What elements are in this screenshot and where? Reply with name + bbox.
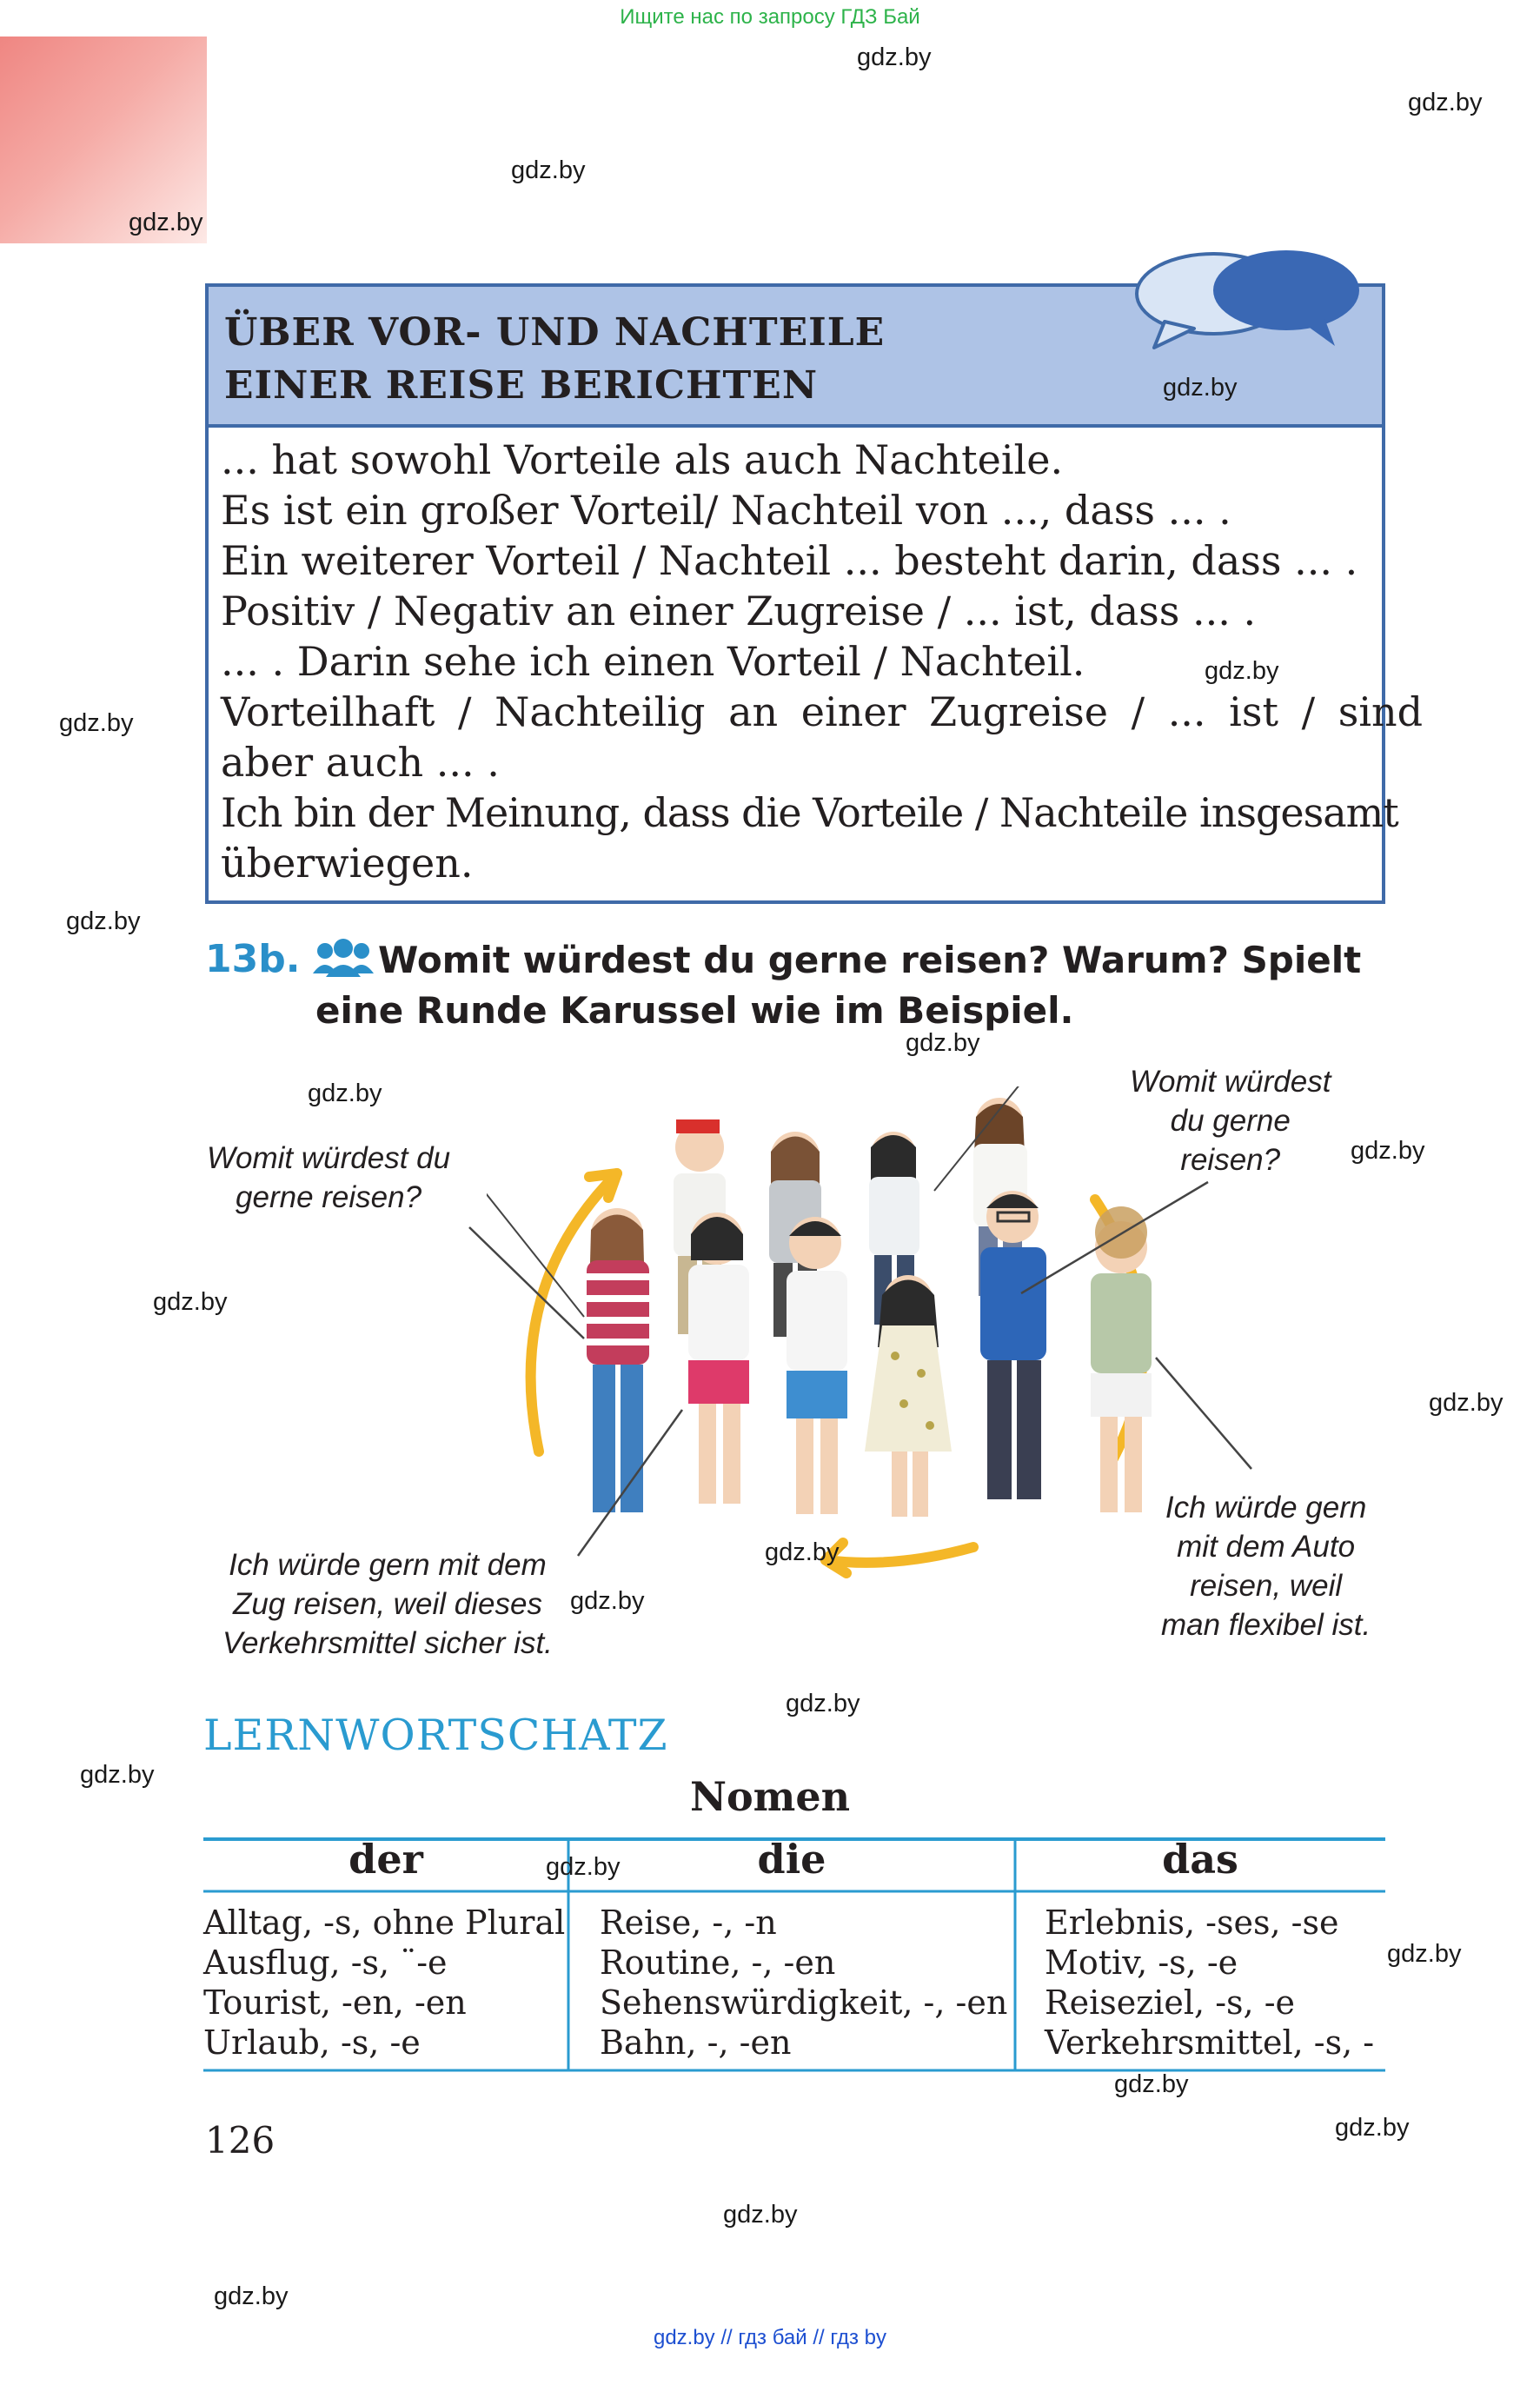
watermark: gdz.by xyxy=(153,1288,228,1316)
vocab-word: Motiv, -s, -e xyxy=(1045,1943,1238,1982)
vocab-word: Alltag, -s, ohne Plural xyxy=(203,1903,566,1942)
phrase-line: Ein weiterer Vorteil / Nachteil ... besteht darin, dass ... . xyxy=(221,537,1358,584)
watermark: gdz.by xyxy=(511,156,586,184)
watermark: gdz.by xyxy=(66,907,141,935)
watermark: gdz.by xyxy=(308,1080,382,1107)
bubble-line: du gerne xyxy=(1170,1104,1291,1138)
phrase-line: Ich bin der Meinung, dass die Vorteile / Nachteile insgesamt xyxy=(221,789,1398,836)
phrase-line: Es ist ein großer Vorteil/ Nachteil von ..., dass ... . xyxy=(221,487,1231,534)
task-number: 13b. xyxy=(205,937,301,981)
title-line-1: ÜBER VOR- UND NACHTEILE xyxy=(224,310,886,355)
bubble-line: man flexibel ist. xyxy=(1161,1608,1371,1642)
bubble-line: mit dem Auto xyxy=(1177,1530,1356,1564)
vocab-word: Reise, -, -n xyxy=(600,1903,777,1942)
vocab-word: Sehenswürdigkeit, -, -en xyxy=(600,1983,1008,2022)
vocab-word: Urlaub, -s, -e xyxy=(203,2023,421,2062)
bubble-line: reisen? xyxy=(1180,1143,1281,1177)
task-text: Womit würdest du gerne reisen? Warum? Spielt eine Runde Karussel wie im Beispiel. xyxy=(315,939,1362,1032)
page-number: 126 xyxy=(205,2119,275,2162)
bubble-line: Womit würdest xyxy=(1130,1065,1331,1099)
watermark: gdz.by xyxy=(129,209,203,236)
watermark: gdz.by xyxy=(214,2282,289,2310)
bubble-line: Ich würde gern xyxy=(1165,1491,1367,1525)
vocab-word: Verkehrsmittel, -s, - xyxy=(1045,2023,1375,2062)
watermark: gdz.by xyxy=(857,43,932,71)
watermark: gdz.by xyxy=(786,1690,860,1717)
column-header-das: das xyxy=(1162,1836,1238,1883)
watermark: gdz.by xyxy=(1429,1389,1503,1417)
vocab-word: Erlebnis, -ses, -se xyxy=(1045,1903,1339,1942)
bubble-line: reisen, weil xyxy=(1190,1569,1343,1603)
phrase-line: Positiv / Negativ an einer Zugreise / ... ist, dass ... . xyxy=(221,588,1257,634)
bubble-line: Ich würde gern mit dem xyxy=(229,1548,547,1582)
phrase-line: ... . Darin sehe ich einen Vorteil / Nachteil. xyxy=(221,638,1085,685)
watermark: gdz.by xyxy=(1163,374,1238,402)
watermark: gdz.by xyxy=(1408,89,1483,116)
vocab-subheading: Nomen xyxy=(689,1773,851,1820)
watermark: gdz.by xyxy=(1335,2114,1410,2142)
phrase-line: aber auch ... . xyxy=(221,739,500,786)
title-line-2: EINER REISE BERICHTEN xyxy=(224,363,819,408)
watermark: gdz.by xyxy=(570,1587,645,1615)
watermark: gdz.by xyxy=(1351,1137,1425,1165)
watermark: gdz.by xyxy=(723,2201,798,2229)
bubble-line: Zug reisen, weil dieses xyxy=(232,1587,542,1621)
vocab-word: Routine, -, -en xyxy=(600,1943,836,1982)
watermark: gdz.by xyxy=(1114,2070,1189,2098)
vocab-word: Bahn, -, -en xyxy=(600,2023,792,2062)
bubble-line: Womit würdest du xyxy=(207,1141,451,1175)
watermark: gdz.by xyxy=(906,1029,980,1057)
watermark: gdz.by xyxy=(59,709,134,737)
bottom-link[interactable]: gdz.by // гдз бай // гдз by xyxy=(653,2326,887,2349)
vocab-word: Ausflug, -s, ¨-e xyxy=(203,1943,448,1982)
phrase-line: überwiegen. xyxy=(221,840,474,887)
vocab-heading: LERNWORTSCHATZ xyxy=(203,1711,668,1760)
watermark: gdz.by xyxy=(1205,657,1279,685)
phrase-line: Vorteilhaft / Nachteilig an einer Zugreise / ... ist / sind xyxy=(221,688,1424,735)
phrase-line: ... hat sowohl Vorteile als auch Nachteile. xyxy=(221,436,1064,483)
watermark: gdz.by xyxy=(80,1761,155,1789)
column-header-der: der xyxy=(348,1836,423,1883)
top-search-link[interactable]: Ищите нас по запросу ГДЗ Бай xyxy=(620,5,920,29)
watermark: gdz.by xyxy=(1387,1940,1462,1968)
bubble-line: gerne reisen? xyxy=(236,1180,422,1214)
bubble-line: Verkehrsmittel sicher ist. xyxy=(222,1626,553,1660)
watermark: gdz.by xyxy=(546,1853,621,1881)
watermark: gdz.by xyxy=(765,1538,840,1566)
vocab-word: Tourist, -en, -en xyxy=(203,1983,467,2022)
column-header-die: die xyxy=(757,1836,826,1883)
vocab-word: Reiseziel, -s, -e xyxy=(1045,1983,1296,2022)
